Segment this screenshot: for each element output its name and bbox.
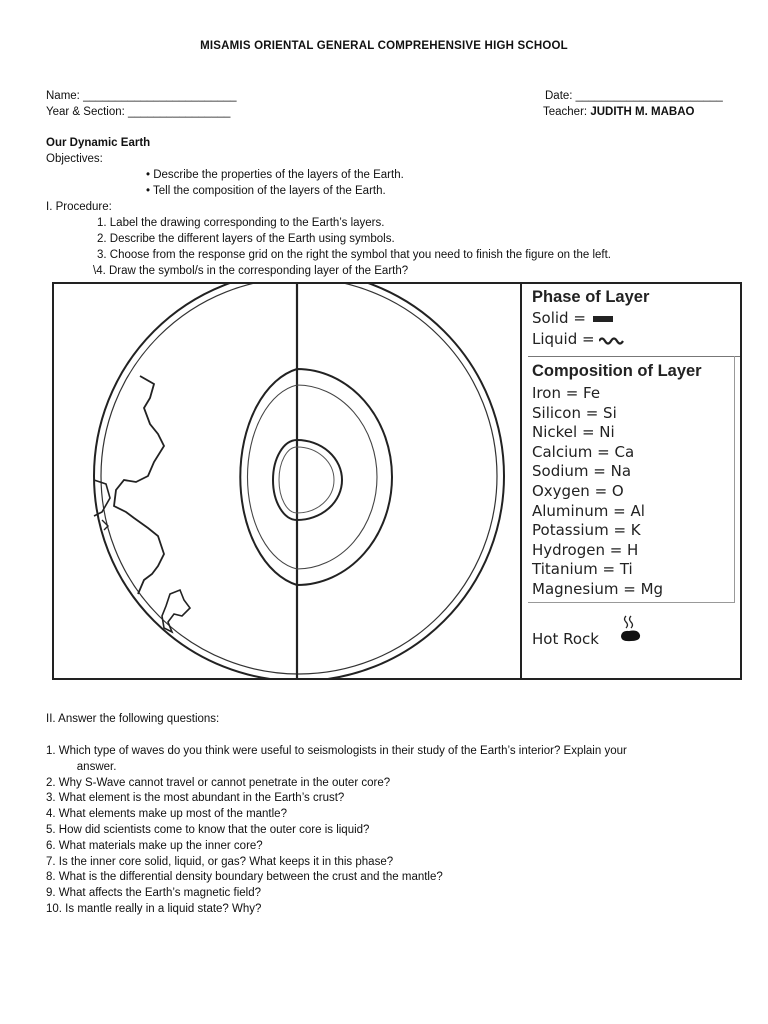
teacher-line: [543, 104, 694, 120]
name-field-label: Name: ________________________: [46, 90, 237, 102]
question-item: 4. What elements make up most of the mantle?: [46, 808, 287, 821]
procedure-step: 2. Describe the different layers of the Earth using symbols.: [97, 233, 395, 245]
crust-boundary: [101, 284, 497, 674]
school-name: MISAMIS ORIENTAL GENERAL COMPREHENSIVE HIGH SCHOOL: [200, 40, 568, 52]
element-item: Calcium = Ca: [532, 442, 635, 461]
solid-symbol-icon: [593, 316, 613, 322]
element-item: Nickel = Ni: [532, 423, 615, 442]
hot-rock-label: Hot Rock: [532, 630, 599, 648]
inner-core-boundary: [273, 440, 342, 520]
phase-title: Phase of Layer: [532, 288, 650, 306]
questions-title: II. Answer the following questions:: [46, 713, 220, 725]
inner-core-inner-line: [279, 447, 334, 513]
objectives-label: Objectives:: [46, 153, 103, 165]
outer-core-inner-line: [247, 385, 377, 569]
element-item: Oxygen = O: [532, 481, 624, 500]
element-item: Aluminum = Al: [532, 501, 645, 520]
element-item: Iron = Fe: [532, 384, 601, 402]
procedure-label: I. Procedure:: [46, 201, 112, 213]
solid-legend: [532, 309, 613, 329]
continent-outline: [114, 376, 164, 594]
teacher-label: Teacher:: [543, 106, 591, 118]
element-item: Potassium = K: [532, 521, 641, 540]
element-list: [532, 384, 663, 600]
year-section-label: Year & Section: ________________: [46, 106, 231, 118]
response-grid: [522, 284, 740, 678]
hot-rock-icon: [618, 614, 644, 644]
procedure-step: 1. Label the drawing corresponding to the Earth’s layers.: [97, 217, 385, 229]
question-item: 6. What materials make up the inner core?: [46, 839, 263, 852]
question-item: 9. What affects the Earth’s magnetic field?: [46, 887, 261, 900]
element-item: Silicon = Si: [532, 403, 617, 422]
date-field-label: Date: _______________________: [545, 90, 723, 102]
phase-of-layer-box: [528, 284, 740, 357]
question-item: 1. Which type of waves do you think were useful to seismologists in their study of the Earth’s interior? Explain your: [46, 745, 627, 757]
composition-title: Composition of Layer: [532, 362, 702, 380]
island-outline: [162, 590, 190, 632]
objective-item: • Tell the composition of the layers of the Earth.: [146, 185, 386, 197]
question-item: 2. Why S-Wave cannot travel or cannot penetrate in the outer core?: [46, 776, 391, 789]
composition-of-layer-box: [528, 356, 735, 603]
earth-layers-figure: [52, 282, 742, 680]
objective-item: • Describe the properties of the layers of the Earth.: [146, 169, 404, 181]
element-item: Magnesium = Mg: [532, 579, 664, 598]
teacher-name: JUDITH M. MABAO: [590, 106, 695, 118]
coast-detail: [102, 520, 108, 530]
procedure-step: 3. Choose from the response grid on the right the symbol that you need to finish the figure on the left.: [97, 249, 611, 261]
solid-label: Solid =: [532, 309, 591, 327]
worksheet-title: Our Dynamic Earth: [46, 137, 151, 149]
element-item: Titanium = Ti: [532, 560, 633, 579]
question-item: 8. What is the differential density boundary between the crust and the mantle?: [46, 871, 443, 884]
outer-core-boundary: [240, 369, 392, 585]
question-item: 10. Is mantle really in a liquid state? Why?: [46, 902, 262, 915]
element-item: Sodium = Na: [532, 462, 632, 481]
liquid-legend: [532, 330, 625, 350]
questions-list: [46, 744, 627, 918]
liquid-wave-icon: [599, 335, 625, 345]
question-item: 3. What element is the most abundant in the Earth’s crust?: [46, 792, 345, 805]
earth-drawing-pane: [54, 284, 522, 678]
question-item: 5. How did scientists come to know that the outer core is liquid?: [46, 823, 370, 836]
element-item: Hydrogen = H: [532, 540, 639, 559]
earth-cross-section-drawing: [54, 284, 520, 678]
earth-outline: [94, 284, 504, 678]
liquid-label: Liquid =: [532, 330, 600, 348]
procedure-step: \4. Draw the symbol/s in the corresponding layer of the Earth?: [93, 265, 409, 277]
question-item: 7. Is the inner core solid, liquid, or gas? What keeps it in this phase?: [46, 855, 394, 868]
question-item: answer.: [64, 760, 117, 773]
